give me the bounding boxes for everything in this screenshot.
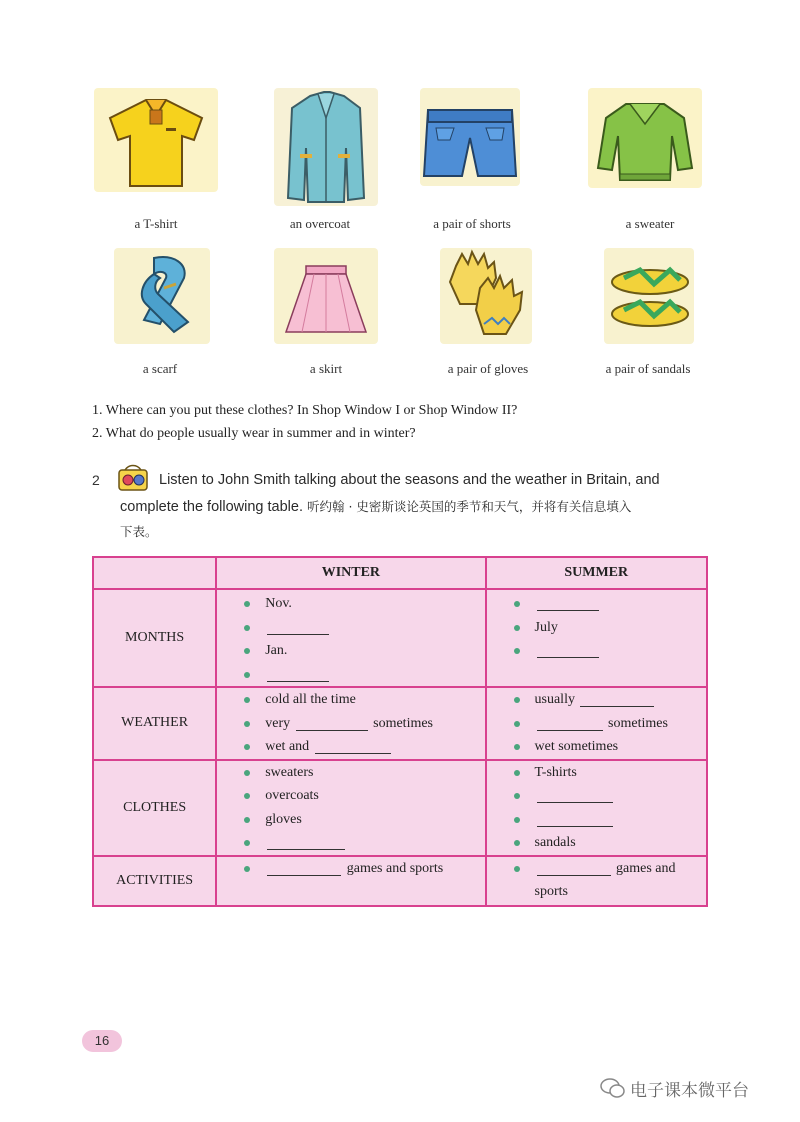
seasons-table	[92, 556, 708, 907]
gloves-icon	[440, 248, 532, 344]
list-item: wet sometimes	[487, 735, 706, 759]
header-empty	[93, 557, 216, 589]
watermark-text: 电子课本微平台	[630, 1081, 749, 1101]
list-item[interactable]: games and sports	[217, 857, 484, 881]
list-item: cold all the time	[217, 688, 484, 712]
blank-field[interactable]	[267, 620, 329, 635]
list-item: sports	[534, 884, 568, 899]
caption-skirt: a skirt	[309, 361, 343, 376]
list-item: sandals	[487, 831, 706, 855]
row-label-activities: ACTIVITIES	[93, 856, 216, 906]
list-item[interactable]: games and	[487, 857, 706, 881]
list-item[interactable]	[487, 639, 706, 663]
blank-field[interactable]	[267, 667, 329, 682]
listening-icon	[115, 462, 151, 499]
caption-sandals: a pair of sandals	[605, 361, 691, 376]
exercise-number: 2	[92, 472, 100, 488]
list-item: overcoats	[217, 784, 484, 808]
caption-gloves: a pair of gloves	[447, 361, 529, 376]
page-number: 16	[82, 1030, 122, 1052]
caption-overcoat: an overcoat	[289, 216, 351, 231]
blank-field[interactable]	[267, 861, 341, 876]
exercise-line-2-en: complete the following table.	[120, 499, 303, 515]
row-label-weather: WEATHER	[93, 687, 216, 760]
months-summer	[486, 589, 707, 687]
blank-field[interactable]	[537, 788, 613, 803]
blank-field[interactable]	[296, 716, 368, 731]
sweater-icon	[588, 88, 702, 188]
blank-field[interactable]	[537, 596, 599, 611]
blank-field[interactable]	[267, 835, 345, 850]
clothes-summer	[486, 760, 707, 856]
table-row	[93, 589, 707, 687]
scarf-icon	[114, 248, 210, 344]
list-item[interactable]: wet and	[217, 735, 484, 759]
overcoat-picture	[274, 88, 378, 206]
list-item[interactable]: sometimes	[487, 712, 706, 736]
caption-scarf: a scarf	[142, 361, 178, 376]
exercise-line-1: Listen to John Smith talking about the seasons and the weather in Britain, and	[159, 472, 660, 488]
gloves-picture	[440, 248, 532, 344]
shorts-icon	[420, 88, 520, 186]
sandals-icon	[604, 248, 694, 344]
caption-tshirt: a T-shirt	[134, 216, 178, 231]
tshirt-icon	[94, 88, 218, 192]
shorts-picture	[420, 88, 520, 186]
table-header-row	[93, 557, 707, 589]
scarf-picture	[114, 248, 210, 344]
question-2: 2. What do people usually wear in summer and in winter?	[92, 426, 416, 441]
blank-field[interactable]	[580, 692, 654, 707]
caption-shorts: a pair of shorts	[433, 216, 511, 231]
skirt-picture	[274, 248, 378, 344]
list-item: July	[487, 616, 706, 640]
list-item: Nov.	[217, 592, 484, 616]
activities-summer	[486, 856, 707, 906]
exercise-line-3: 下表。	[120, 524, 158, 539]
list-item[interactable]: very sometimes	[217, 712, 484, 736]
months-winter	[216, 589, 485, 687]
skirt-icon	[274, 248, 378, 344]
tshirt-picture	[94, 88, 218, 192]
row-label-months: MONTHS	[93, 589, 216, 687]
blank-field[interactable]	[537, 643, 599, 658]
exercise-line-2	[120, 497, 631, 515]
blank-field[interactable]	[537, 812, 613, 827]
header-winter: WINTER	[216, 557, 485, 589]
list-item: T-shirts	[487, 761, 706, 785]
list-item[interactable]	[217, 616, 484, 640]
clothes-winter	[216, 760, 485, 856]
wechat-icon	[600, 1077, 626, 1104]
overcoat-icon	[274, 88, 378, 206]
sandals-picture	[604, 248, 694, 344]
table-row	[93, 760, 707, 856]
weather-winter	[216, 687, 485, 760]
exercise-line-2-cn: 听约翰 · 史密斯谈论英国的季节和天气，并将有关信息填入	[307, 499, 632, 514]
list-item: Jan.	[217, 639, 484, 663]
list-item[interactable]	[487, 592, 706, 616]
list-item[interactable]	[487, 808, 706, 832]
list-item: gloves	[217, 808, 484, 832]
table-row	[93, 687, 707, 760]
list-item[interactable]: usually	[487, 688, 706, 712]
header-summer: SUMMER	[486, 557, 707, 589]
caption-sweater: a sweater	[625, 216, 675, 231]
blank-field[interactable]	[537, 716, 603, 731]
activities-winter	[216, 856, 485, 906]
list-item[interactable]	[217, 831, 484, 855]
row-label-clothes: CLOTHES	[93, 760, 216, 856]
blank-field[interactable]	[537, 861, 611, 876]
table-row	[93, 856, 707, 906]
question-1: 1. Where can you put these clothes? In Shop Window I or Shop Window II?	[92, 403, 518, 418]
blank-field[interactable]	[315, 739, 391, 754]
list-item[interactable]	[217, 663, 484, 687]
weather-summer	[486, 687, 707, 760]
sweater-picture	[588, 88, 702, 188]
list-item: sweaters	[217, 761, 484, 785]
list-item[interactable]	[487, 784, 706, 808]
